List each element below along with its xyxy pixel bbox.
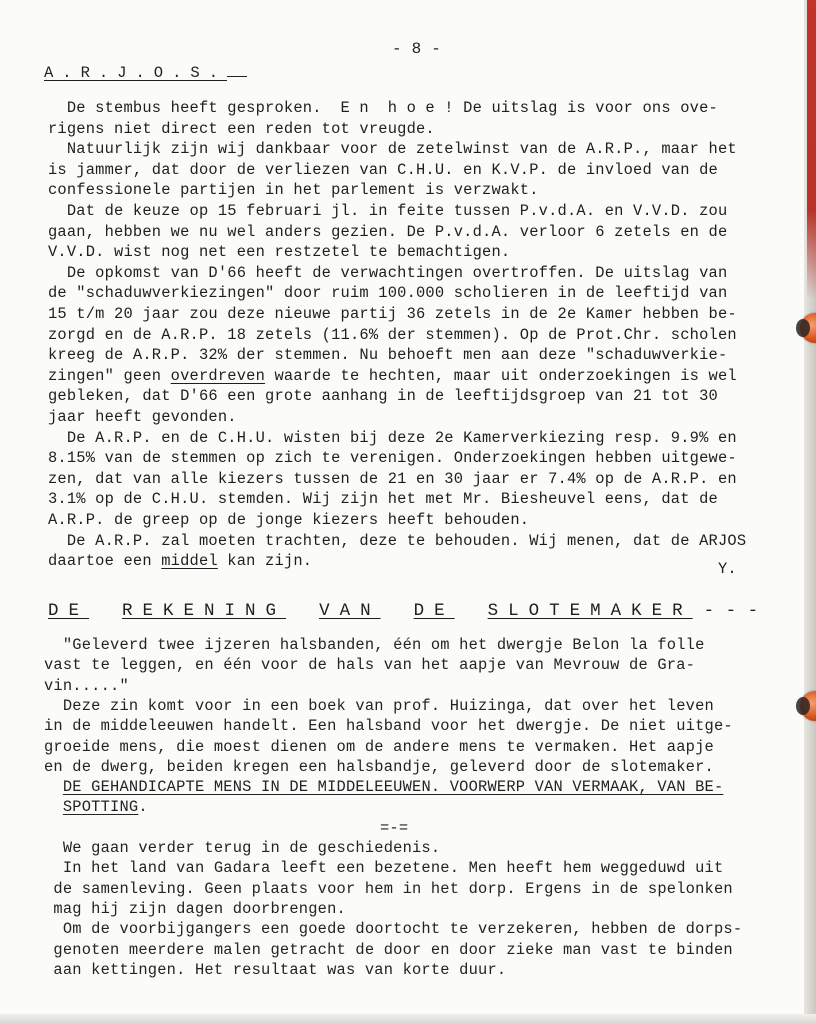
text-line: en de dwerg, beiden kregen een halsbandje, geleverd door de slotemaker. — [44, 757, 714, 776]
title-dash — [227, 76, 247, 77]
text-line: 8.15% van de stemmen op zich te verenigen. Onderzoekingen hebben uitgewe- — [48, 449, 737, 468]
binder-hole-icon — [800, 691, 816, 721]
text-line: Deze zin komt voor in een boek van prof. Huizinga, dat over het leven — [44, 696, 714, 715]
text-line: De opkomst van D'66 heeft de verwachtingen overtroffen. De uitslag van — [48, 263, 728, 282]
text-line: genoten meerdere malen getracht de door en door zieke man vast te binden — [44, 940, 733, 959]
text-line: DE GEHANDICAPTE MENS IN DE MIDDELEEUWEN. VOORWERP VAN VERMAAK, VAN BE- — [62, 778, 724, 797]
section-title-slotemaker-text: DE REKENING VAN DE SLOTEMAKER — [48, 601, 693, 621]
text-line: gaan, hebben we nu wel anders gezien. De P.v.d.A. verloor 6 zetels en de — [48, 222, 728, 241]
text-line: Natuurlijk zijn wij dankbaar voor de zetelwinst van de A.R.P., maar het — [48, 140, 737, 159]
title-dashes: - - - — [692, 601, 759, 621]
text-line: We gaan verder terug in de geschiedenis. — [44, 839, 441, 857]
text-line: 3.1% op de C.H.U. stemden. Wij zijn het met Mr. Biesheuvel eens, dat de — [48, 490, 718, 509]
text-line: Dat de keuze op 15 februari jl. in feite tussen P.v.d.A. en V.V.D. zou — [48, 202, 728, 220]
text-line: kreeg de A.R.P. 32% der stemmen. Nu behoeft men aan deze "schaduwverkie- — [48, 346, 728, 365]
text-line: V.V.D. wist nog net een restzetel te bemachtigen. — [48, 243, 511, 262]
text-line: Om de voorbijgangers een goede doortocht te verzekeren, hebben de dorps- — [44, 920, 743, 939]
text-line: De A.R.P. zal moeten trachten, deze te behouden. Wij menen, dat de ARJOS — [48, 531, 747, 550]
text-line: in de middeleeuwen handelt. Een halsband voor het dwergje. De niet uitge- — [44, 717, 733, 736]
page-bottom-edge — [0, 1014, 816, 1024]
text-line: De stembus heeft gesproken. E n h o e ! De uitslag is voor ons ove- — [48, 99, 718, 117]
signature: Y. — [718, 560, 737, 578]
text-line: aan kettingen. Het resultaat was van korte duur. — [44, 960, 507, 979]
text-line: SPOTTING. — [62, 798, 148, 817]
text-line: groeide mens, die moest dienen om de andere mens te vermaken. Het aapje — [44, 737, 714, 756]
section-title-arjos — [44, 64, 247, 82]
text-line: daartoe een middel kan zijn. — [48, 552, 313, 571]
text-line: gebleken, dat D'66 een grote aanhang in de leeftijdsgroep van 21 tot 30 — [48, 387, 718, 406]
text-line: De A.R.P. en de C.H.U. wisten bij deze 2e Kamerverkiezing resp. 9.9% en — [48, 428, 737, 447]
text-line: is jammer, dat door de verliezen van C.H.U. en K.V.P. de invloed van de — [48, 160, 718, 179]
text-line: A.R.P. de greep op de jonge kiezers heeft behouden. — [48, 511, 530, 529]
text-line: vast te leggen, en één voor de hals van het aapje van Mevrouw de Gra- — [44, 656, 696, 675]
text-line: de "schaduwverkiezingen" door ruim 100.000 scholieren in de leeftijd van — [48, 284, 728, 303]
text-line: mag hij zijn dagen doorbrengen. — [44, 899, 346, 918]
text-line: zorgd en de A.R.P. 18 zetels (11.6% der stemmen). Op de Prot.Chr. scholen — [48, 325, 737, 344]
text-line: zen, dat van alle kiezers tussen de 21 en 30 jaar er 7.4% op de A.R.P. en — [48, 469, 737, 488]
page-number: - 8 - — [392, 40, 442, 58]
text-line: rigens niet direct een reden tot vreugde. — [48, 119, 435, 138]
text-line: confessionele partijen in het parlement is verzwakt. — [48, 181, 539, 200]
section-title-slotemaker — [48, 601, 759, 621]
text-line: zingen" geen overdreven waarde te hechten, maar uit onderzoekingen is wel — [48, 366, 737, 385]
text-line: =-= — [380, 818, 409, 837]
binder-hole-icon — [800, 313, 816, 343]
red-binder-edge — [807, 0, 816, 300]
text-line: vin....." — [44, 676, 129, 695]
text-line: In het land van Gadara leeft een bezetene. Men heeft hem weggeduwd uit — [44, 859, 724, 878]
text-line: 15 t/m 20 jaar zou deze nieuwe partij 36 zetels in de 2e Kamer hebben be- — [48, 305, 737, 323]
section-title-arjos-text: A.R.J.O.S. — [44, 64, 228, 82]
text-line: "Geleverd twee ijzeren halsbanden, één om het dwergje Belon la folle — [44, 636, 705, 654]
text-line: jaar heeft gevonden. — [48, 408, 237, 426]
text-line: de samenleving. Geen plaats voor hem in het dorp. Ergens in de spelonken — [44, 879, 733, 898]
